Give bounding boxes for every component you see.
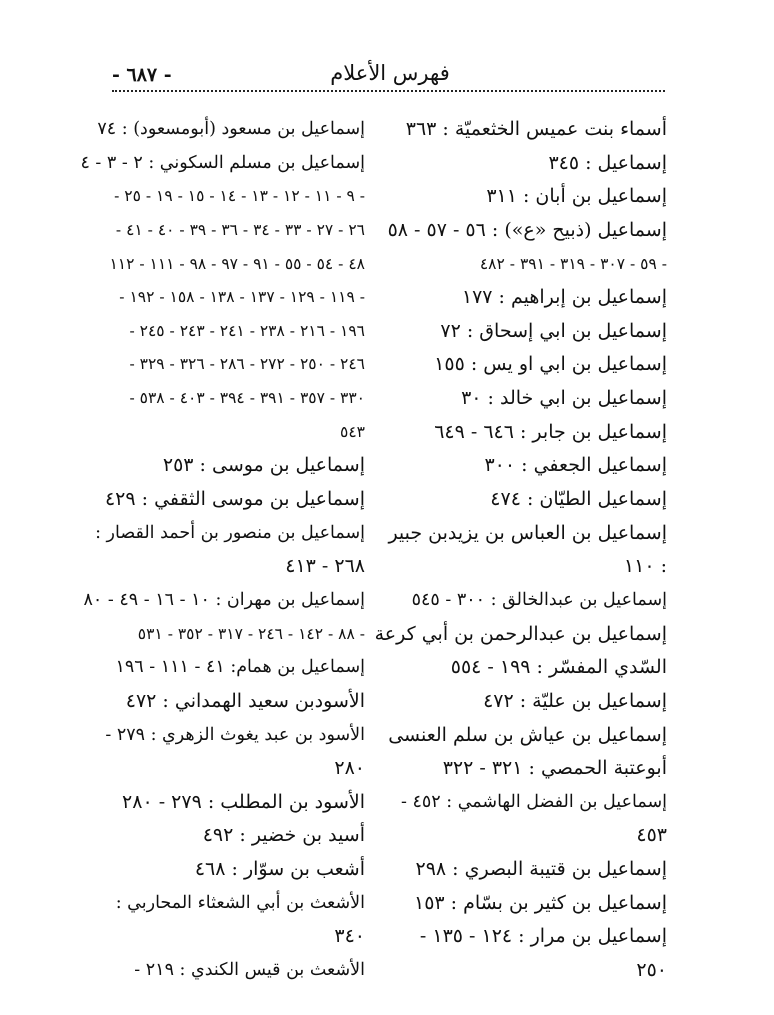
index-entry-continuation: ٢٨٠ xyxy=(334,757,365,780)
index-entry-continuation: ١٩٦ - ٢١٦ - ٢٣٨ - ٢٤١ - ٢٤٣ - ٢٤٥ - xyxy=(129,321,365,340)
index-entry: إسماعيل الجعفي : ٣٠٠ xyxy=(484,454,667,477)
index-entry: الأسود بن عبد يغوث الزهري : ٢٧٩ - xyxy=(105,724,365,745)
index-entry: إسماعيل بن عبدالخالق : ٣٠٠ - ٥٤٥ xyxy=(411,589,667,610)
index-entry-continuation: ٤٥٣ xyxy=(636,824,667,847)
index-entry-continuation: ٢٦٨ - ٤١٣ xyxy=(285,555,365,578)
index-entry: إسماعيل بن همام: ٤١ - ١١١ - ١٩٦ xyxy=(115,657,365,678)
index-entry-continuation: : ١١٠ xyxy=(623,555,667,578)
index-entry: أشعب بن سوّار : ٤٦٨ xyxy=(194,858,365,881)
index-entry-continuation: ٤٨ - ٥٤ - ٥٥ - ٩١ - ٩٧ - ٩٨ - ١١١ - ١١٢ xyxy=(109,254,365,273)
index-entry: إسماعيل بن مسعود (أبومسعود) : ٧٤ xyxy=(97,119,365,139)
index-entry: إسماعيل بن مسلم السكوني : ٢ - ٣ - ٤ xyxy=(80,152,365,173)
index-entry: إسماعيل بن ابي خالد : ٣٠ xyxy=(461,387,667,410)
index-entry: إسماعيل بن الفضل الهاشمي : ٤٥٢ - xyxy=(401,791,667,812)
index-entry: إسماعيل (ذبيح «ع») : ٥٦ - ٥٧ - ٥٨ xyxy=(387,218,667,241)
index-entry-continuation: - ٨٨ - ١٤٢ - ٢٤٦ - ٣١٧ - ٣٥٢ - ٥٣١ xyxy=(137,624,365,643)
index-entry: الأشعث بن أبي الشعثاء المحاربي : xyxy=(115,892,365,913)
index-entry: إسماعيل بن موسى الثقفي : ٤٢٩ xyxy=(104,488,365,511)
index-entry: إسماعيل بن مهران : ١٠ - ١٦ - ٤٩ - ٨٠ xyxy=(83,589,365,610)
index-entry: إسماعيل بن موسى : ٢٥٣ xyxy=(162,454,365,477)
index-entry: الأسودبن سعيد الهمداني : ٤٧٢ xyxy=(125,689,365,712)
index-entry-continuation: أبوعتبة الحمصي : ٣٢١ - ٣٢٢ xyxy=(442,757,667,780)
index-entry-continuation: ٥٤٣ xyxy=(340,422,365,441)
running-head-title: فهرس الأعلام xyxy=(330,61,450,85)
index-entry: إسماعيل بن أبان : ٣١١ xyxy=(486,185,667,208)
index-entry: الأسود بن المطلب : ٢٧٩ - ٢٨٠ xyxy=(122,790,365,813)
index-entry: إسماعيل بن العباس بن يزيدبن جبير xyxy=(388,521,667,544)
index-entry: إسماعيل بن عليّة : ٤٧٢ xyxy=(483,689,667,712)
dotted-divider xyxy=(112,90,665,92)
index-entry-continuation: ٢٥٠ xyxy=(636,959,667,982)
index-entry: أسيد بن خضير : ٤٩٢ xyxy=(202,824,365,847)
index-entry: إسماعيل بن عياش بن سلم العنسى xyxy=(388,723,667,746)
index-entry: إسماعيل الطيّان : ٤٧٤ xyxy=(490,488,667,511)
index-entry: إسماعيل بن عبدالرحمن بن أبي كرعة xyxy=(374,622,667,645)
index-entry-continuation: ٣٣٠ - ٣٥٧ - ٣٩١ - ٣٩٤ - ٤٠٣ - ٥٣٨ - xyxy=(129,389,365,408)
index-entry: إسماعيل بن مرار : ١٢٤ - ١٣٥ - xyxy=(419,925,667,948)
index-column-right xyxy=(374,113,667,988)
index-entry: إسماعيل : ٣٤٥ xyxy=(548,151,667,174)
index-entry: إسماعيل بن ابي إسحاق : ٧٢ xyxy=(440,319,667,342)
index-entry-continuation: ٣٤٠ xyxy=(334,925,365,948)
index-entry-continuation: - ٩ - ١١ - ١٢ - ١٣ - ١٤ - ١٥ - ١٩ - ٢٥ - xyxy=(114,187,365,206)
index-entry-continuation: ٢٤٦ - ٢٥٠ - ٢٧٢ - ٢٨٦ - ٣٢٦ - ٣٢٩ - xyxy=(129,355,365,374)
index-entry: إسماعيل بن كثير بن بسّام : ١٥٣ xyxy=(414,891,667,914)
page-number: - ٦٨٧ - xyxy=(112,64,172,86)
index-entry: إسماعيل بن قتيبة البصري : ٢٩٨ xyxy=(415,858,667,881)
index-entry-continuation: ٢٦ - ٢٧ - ٣٣ - ٣٤ - ٣٦ - ٣٩ - ٤٠ - ٤١ - xyxy=(115,220,365,239)
index-entry: إسماعيل بن إبراهيم : ١٧٧ xyxy=(461,286,667,309)
index-entry: إسماعيل بن جابر : ٦٤٦ - ٦٤٩ xyxy=(434,420,667,443)
index-entry: أسماء بنت عميس الخثعميّة : ٣٦٣ xyxy=(405,118,667,140)
index-entry-continuation: - ٥٩ - ٣٠٧ - ٣١٩ - ٣٩١ - ٤٨٢ xyxy=(479,254,667,273)
index-entry: إسماعيل بن ابي او يس : ١٥٥ xyxy=(434,353,667,376)
index-entry: الأشعث بن قيس الكندي : ٢١٩ - xyxy=(134,960,365,981)
index-column-left xyxy=(80,113,365,988)
index-entry-continuation: السّدي المفسّر : ١٩٩ - ٥٥٤ xyxy=(450,656,667,679)
index-entry: إسماعيل بن منصور بن أحمد القصار : xyxy=(95,522,365,543)
index-entry-continuation: - ١١٩ - ١٢٩ - ١٣٧ - ١٣٨ - ١٥٨ - ١٩٢ - xyxy=(119,288,365,307)
